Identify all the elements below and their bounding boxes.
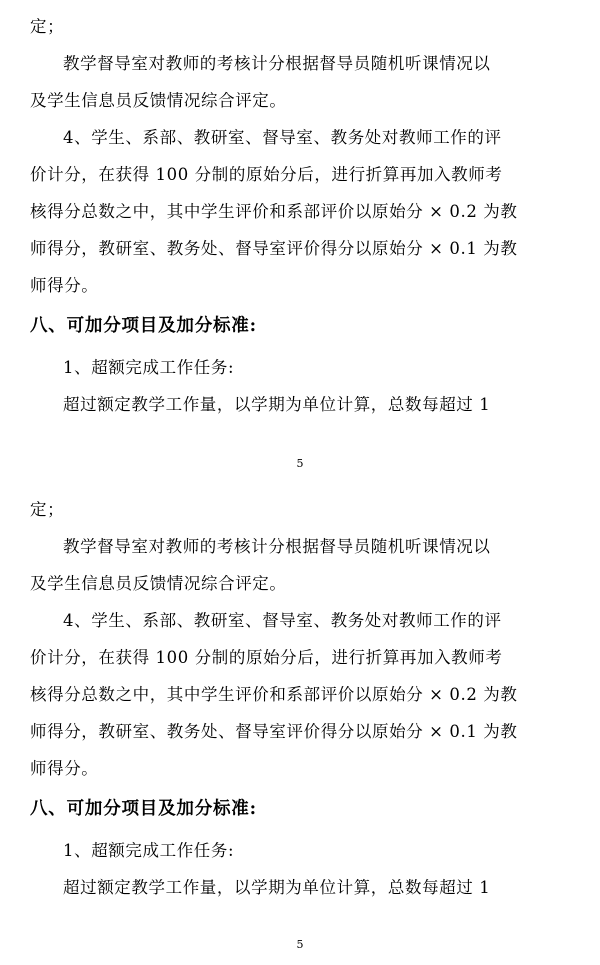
text-line: 4、学生、系部、教研室、督导室、教务处对教师工作的评 xyxy=(63,611,502,630)
text-line: 价计分，在获得 100 分制的原始分后，进行折算再加入教师考 xyxy=(30,648,503,667)
text-line: 教学督导室对教师的考核计分根据督导员随机听课情况以 xyxy=(63,537,491,556)
text-line: 4、学生、系部、教研室、督导室、教务处对教师工作的评 xyxy=(63,128,502,147)
text-line: 核得分总数之中，其中学生评价和系部评价以原始分 × 0.2 为教 xyxy=(30,202,518,221)
document-page-2 xyxy=(0,471,600,952)
text-line: 师得分，教研室、教务处、督导室评价得分以原始分 × 0.1 为教 xyxy=(30,239,518,258)
text-line: 定； xyxy=(30,17,65,36)
text-line: 教学督导室对教师的考核计分根据督导员随机听课情况以 xyxy=(63,54,491,73)
document-page-1 xyxy=(0,0,600,471)
text-line: 价计分，在获得 100 分制的原始分后，进行折算再加入教师考 xyxy=(30,165,503,184)
text-line: 定； xyxy=(30,500,65,519)
page-2-body xyxy=(30,491,570,906)
text-line: 超过额定教学工作量，以学期为单位计算，总数每超过 1 xyxy=(63,878,491,897)
text-line: 核得分总数之中，其中学生评价和系部评价以原始分 × 0.2 为教 xyxy=(30,685,518,704)
text-line: 师得分。 xyxy=(30,759,99,778)
text-line: 1、超额完成工作任务: xyxy=(63,841,235,860)
text-line: 师得分。 xyxy=(30,276,99,295)
page-number: 5 xyxy=(296,457,304,470)
page-number: 5 xyxy=(296,938,304,951)
page-1-body xyxy=(30,8,570,423)
text-line: 1、超额完成工作任务: xyxy=(63,358,235,377)
text-line: 及学生信息员反馈情况综合评定。 xyxy=(30,574,287,593)
text-line: 师得分，教研室、教务处、督导室评价得分以原始分 × 0.1 为教 xyxy=(30,722,518,741)
text-line: 及学生信息员反馈情况综合评定。 xyxy=(30,91,287,110)
section-heading: 八、可加分项目及加分标准: xyxy=(30,316,257,336)
section-heading: 八、可加分项目及加分标准: xyxy=(30,799,257,819)
text-line: 超过额定教学工作量，以学期为单位计算，总数每超过 1 xyxy=(63,395,491,414)
